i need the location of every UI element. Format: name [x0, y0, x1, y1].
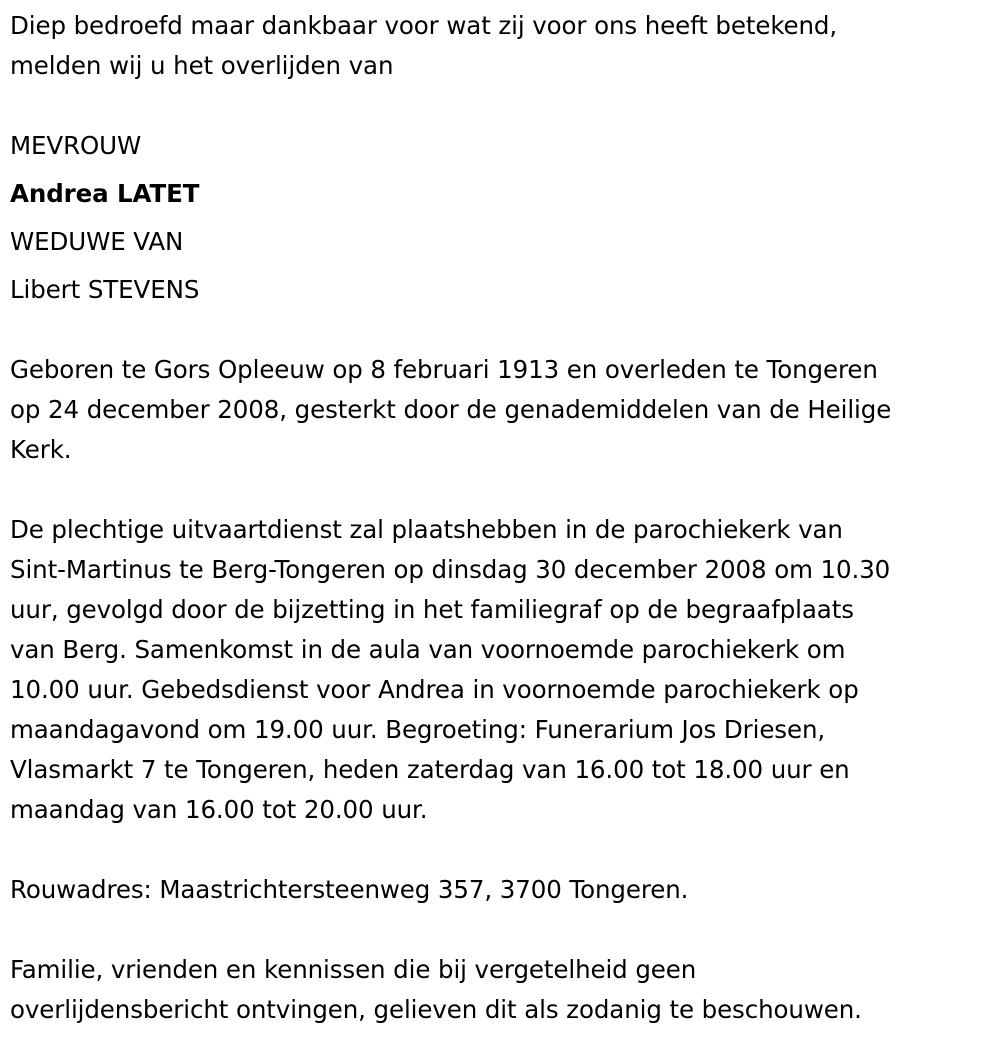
mourning-address: Rouwadres: Maastrichtersteenweg 357, 3700 Tongeren. [10, 875, 689, 904]
birth-line: Geboren te Gors Opleeuw op 8 februari 1913 en overleden te Tongeren [10, 355, 878, 384]
intro-line: melden wij u het overlijden van [10, 51, 394, 80]
family-line: Familie, vrienden en kennissen die bij vergetelheid geen [10, 955, 697, 984]
funeral-line: maandag van 16.00 tot 20.00 uur. [10, 795, 428, 824]
family-notice-paragraph [10, 950, 995, 1030]
birth-line: Kerk. [10, 435, 72, 464]
birth-line: op 24 december 2008, gesterkt door de genademiddelen van de Heilige [10, 395, 892, 424]
funeral-paragraph [10, 510, 995, 830]
deceased-relation: WEDUWE VAN [10, 227, 184, 256]
funeral-line: Vlasmarkt 7 te Tongeren, heden zaterdag van 16.00 tot 18.00 uur en [10, 755, 850, 784]
funeral-line: van Berg. Samenkomst in de aula van voornoemde parochiekerk om [10, 635, 846, 664]
deceased-name: Andrea LATET [10, 179, 200, 208]
intro-line: Diep bedroefd maar dankbaar voor wat zij voor ons heeft betekend, [10, 11, 838, 40]
funeral-line: maandagavond om 19.00 uur. Begroeting: Funerarium Jos Driesen, [10, 715, 826, 744]
funeral-line: Sint-Martinus te Berg-Tongeren op dinsdag 30 december 2008 om 10.30 [10, 555, 891, 584]
spouse-name: Libert STEVENS [10, 275, 200, 304]
intro-paragraph [10, 6, 995, 86]
family-line: overlijdensbericht ontvingen, gelieven dit als zodanig te beschouwen. [10, 995, 862, 1024]
funeral-line: uur, gevolgd door de bijzetting in het familiegraf op de begraafplaats [10, 595, 854, 624]
deceased-title: MEVROUW [10, 131, 142, 160]
birth-death-paragraph [10, 350, 995, 470]
funeral-line: 10.00 uur. Gebedsdienst voor Andrea in voornoemde parochiekerk op [10, 675, 859, 704]
funeral-line: De plechtige uitvaartdienst zal plaatshebben in de parochiekerk van [10, 515, 843, 544]
